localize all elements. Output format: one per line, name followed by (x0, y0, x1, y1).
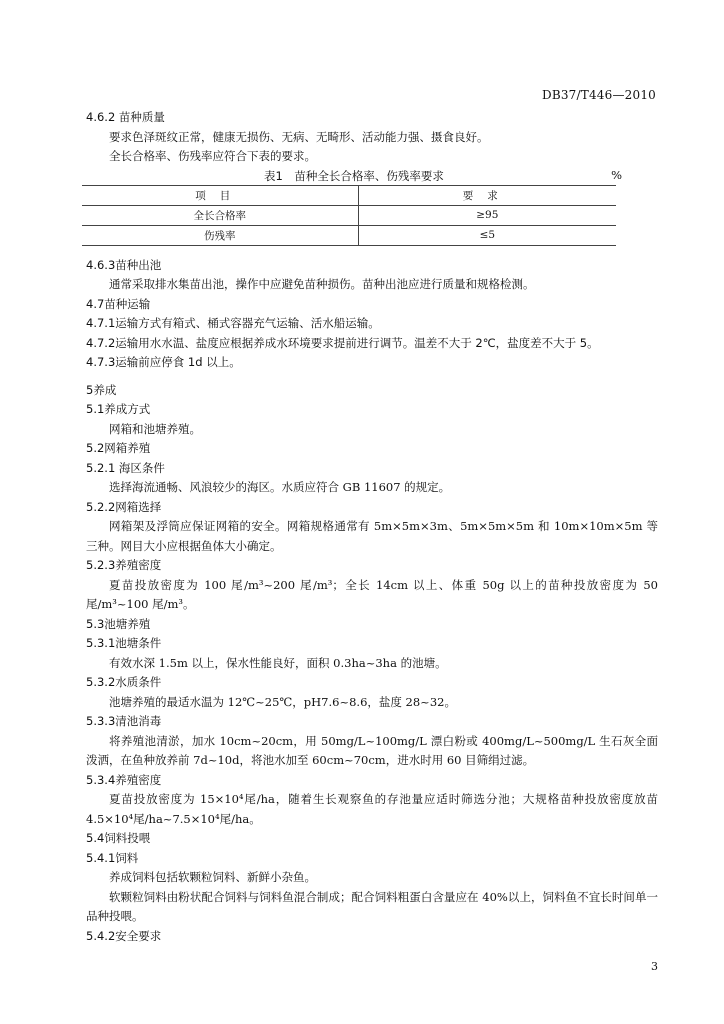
page-number: 3 (651, 960, 658, 973)
paragraph: 网箱和池塘养殖。 (109, 421, 201, 436)
list-item: 4.7.2运输用水水温、盐度应根据养成水环境要求提前进行调节。温差不大于 2℃，盐度差不大于 5。 (86, 335, 599, 350)
heading-5-3-3: 5.3.3清池消毒 (86, 714, 162, 728)
heading-5-3: 5.3池塘养殖 (86, 616, 151, 631)
requirements-table (82, 185, 616, 246)
heading-5-2-3: 5.2.3养殖密度 (86, 558, 162, 572)
list-item: 4.7.3运输前应停食 1d 以上。 (86, 355, 241, 369)
paragraph: 将养殖池清淤，加水 10cm~20cm，用 50mg/L~100mg/L 漂白粉或 400mg/L~500mg/L 生石灰全面泼洒，在鱼种放养前 7d~10d，将池水加至 60cm~70cm，进水时用 60 目筛绢过滤。 (86, 733, 658, 767)
paragraph: 有效水深 1.5m 以上，保水性能良好，面积 0.3ha~3ha 的池塘。 (109, 655, 447, 670)
table-cell: ≥95 (358, 205, 616, 225)
heading-5-3-4: 5.3.4养殖密度 (86, 772, 162, 787)
paragraph: 养成饲料包括软颗粒饲料、新鲜小杂鱼。 (109, 870, 316, 884)
list-item: 4.7.1运输方式有箱式、桶式容器充气运输、活水船运输。 (86, 316, 380, 330)
paragraph: 夏苗投放密度为 100 尾/m³~200 尾/m³；全长 14cm 以上、体重 50g 以上的苗种投放密度为 50 尾/m³~100 尾/m³。 (86, 577, 658, 611)
paragraph: 网箱架及浮筒应保证网箱的安全。网箱规格通常有 5m×5m×3m、5m×5m×5m 和 10m×10m×5m 等三种。网目大小应根据鱼体大小确定。 (86, 519, 658, 553)
table-cell: ≤5 (358, 225, 616, 245)
table-caption: 表1 苗种全长合格率、伤残率要求 (264, 168, 444, 183)
paragraph: 要求色泽斑纹正常，健康无损伤、无病、无畸形、活动能力强、摄食良好。 (109, 129, 489, 144)
standard-code: DB37/T446—2010 (542, 88, 656, 102)
table-cell: 全长合格率 (82, 205, 358, 225)
paragraph: 池塘养殖的最适水温为 12℃~25℃，pH7.6~8.6，盐度 28~32。 (109, 694, 456, 709)
paragraph: 软颗粒饲料由粉状配合饲料与饲料鱼混合制成；配合饲料粗蛋白含量应在 40%以上，饲料鱼不宜长时间单一品种投喂。 (86, 889, 658, 923)
table-row (82, 205, 616, 225)
heading-5-3-2: 5.3.2水质条件 (86, 675, 162, 689)
paragraph: 通常采取排水集苗出池，操作中应避免苗种损伤。苗种出池应进行质量和规格检测。 (109, 277, 535, 291)
heading-4-7: 4.7苗种运输 (86, 296, 151, 311)
heading-5-4: 5.4饲料投喂 (86, 831, 151, 845)
table-header-row (82, 185, 616, 205)
heading-5-4-1: 5.4.1饲料 (86, 850, 139, 865)
heading-4-6-3: 4.6.3苗种出池 (86, 257, 162, 272)
heading-5: 5养成 (86, 382, 117, 397)
heading-5-2-1: 5.2.1 海区条件 (86, 460, 165, 475)
heading-4-6-2: 4.6.2 苗种质量 (86, 110, 165, 124)
paragraph: 选择海流通畅、风浪较少的海区。水质应符合 GB 11607 的规定。 (109, 480, 451, 494)
table-cell: 伤残率 (82, 225, 358, 245)
table-unit: % (611, 167, 622, 182)
heading-5-2: 5.2网箱养殖 (86, 441, 151, 455)
paragraph: 夏苗投放密度为 15×10⁴尾/ha，随着生长观察鱼的存池量应适时筛选分池；大规格苗种投放密度放苗 4.5×10⁴尾/ha~7.5×10⁴尾/ha。 (86, 792, 658, 826)
table-header-requirement: 要求 (358, 185, 616, 205)
heading-5-3-1: 5.3.1池塘条件 (86, 636, 162, 650)
paragraph: 全长合格率、伤残率应符合下表的要求。 (109, 149, 316, 163)
heading-5-1: 5.1养成方式 (86, 402, 151, 416)
table-caption-row (86, 167, 658, 185)
table-header-item: 项目 (82, 185, 358, 205)
heading-5-4-2: 5.4.2安全要求 (86, 928, 162, 943)
page-content (86, 108, 658, 946)
table-row (82, 225, 616, 245)
heading-5-2-2: 5.2.2网箱选择 (86, 499, 162, 514)
